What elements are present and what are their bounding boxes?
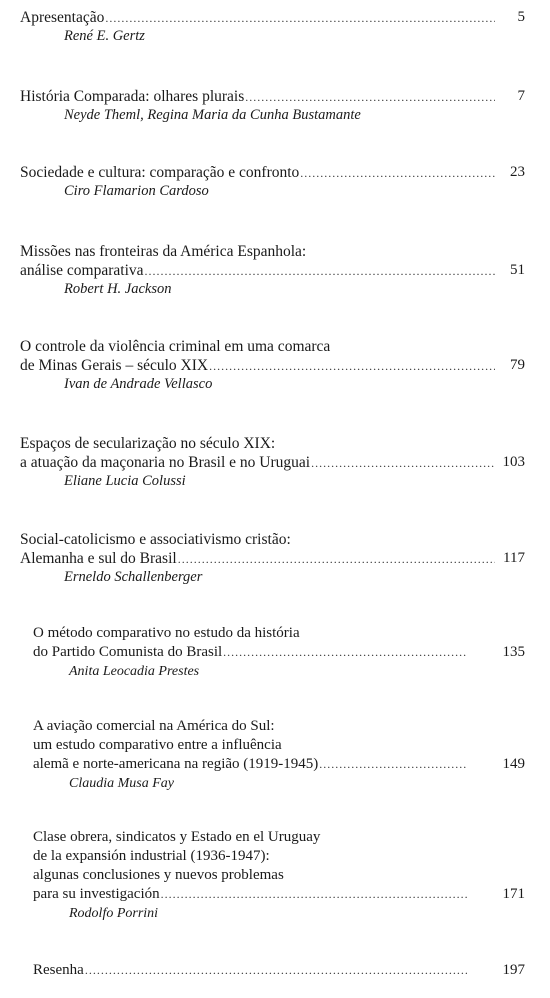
toc-title-line (20, 8, 525, 27)
toc-title: um estudo comparativo entre a influência (33, 737, 282, 753)
toc-title-line (20, 261, 525, 280)
toc-page-number: 171 (502, 886, 525, 902)
toc-author: Robert H. Jackson (64, 281, 172, 297)
toc-title-line (20, 87, 525, 106)
toc-page-number: 51 (510, 262, 525, 278)
toc-title: algunas conclusiones y nuevos problemas (33, 867, 284, 883)
toc-page-number: 79 (510, 357, 525, 373)
toc-author: Neyde Theml, Regina Maria da Cunha Bustamante (64, 107, 361, 123)
toc-entry-sociedade-cultura (20, 163, 525, 201)
toc-title-line (33, 961, 525, 980)
toc-entry-social-catolicismo (20, 530, 525, 587)
toc-title: de la expansión industrial (1936-1947): (33, 848, 270, 864)
toc-title: A aviação comercial na América do Sul: (33, 718, 275, 734)
toc-page-number: 103 (502, 454, 525, 470)
dot-leader (311, 454, 495, 473)
toc-entry-metodo-comparativo (33, 624, 525, 681)
toc-title-line (20, 337, 525, 356)
toc-title: alemã e norte-americana na região (1919-1945) (33, 756, 319, 772)
toc-title: análise comparativa (20, 262, 144, 279)
toc-title: Social-catolicismo e associativismo cristão: (20, 531, 291, 548)
toc-title-line (20, 434, 525, 453)
toc-title: do Partido Comunista do Brasil (33, 644, 223, 660)
toc-page-number: 117 (503, 550, 525, 566)
dot-leader (161, 885, 467, 904)
toc-author: Ciro Flamarion Cardoso (64, 183, 209, 199)
toc-title-line (33, 828, 525, 847)
toc-title-line (33, 755, 525, 774)
toc-title-line (33, 624, 525, 643)
toc-author: Ivan de Andrade Vellasco (64, 376, 213, 392)
toc-page-number: 135 (502, 644, 525, 660)
toc-entry-aviacao-comercial (33, 717, 525, 793)
toc-author: Anita Leocadia Prestes (69, 664, 200, 679)
dot-leader (245, 88, 495, 107)
toc-title-line (33, 736, 525, 755)
toc-title: Apresentação (20, 9, 105, 26)
toc-title-line (20, 549, 525, 568)
dot-leader (85, 961, 467, 980)
dot-leader (145, 262, 495, 281)
toc-title: Resenha (33, 962, 84, 978)
toc-title-line (20, 530, 525, 549)
toc-entry-espacos-secularizacao (20, 434, 525, 491)
toc-entry-controle-violencia (20, 337, 525, 394)
toc-page-number: 149 (502, 756, 525, 772)
toc-title-line (33, 643, 525, 662)
toc-page-number: 197 (502, 962, 525, 978)
toc-title-line (20, 242, 525, 261)
toc-title-line (20, 453, 525, 472)
toc-author: Rodolfo Porrini (69, 906, 159, 921)
toc-page-number: 5 (517, 9, 525, 25)
toc-title: História Comparada: olhares plurais (20, 88, 245, 105)
toc-entry-historia-comparada (20, 87, 525, 125)
toc-title: Clase obrera, sindicatos y Estado en el Uruguay (33, 829, 321, 845)
dot-leader (105, 9, 495, 28)
toc-entry-apresentacao (20, 8, 525, 46)
dot-leader (319, 755, 467, 774)
toc-page-number: 23 (510, 164, 525, 180)
toc-title: Sociedade e cultura: comparação e confronto (20, 164, 300, 181)
toc-title-line (33, 847, 525, 866)
toc-title: a atuação da maçonaria no Brasil e no Uruguai (20, 454, 311, 471)
dot-leader (178, 550, 495, 569)
toc-title: Espaços de secularização no século XIX: (20, 435, 276, 452)
toc-title-line (20, 356, 525, 375)
toc-author: Claudia Musa Fay (69, 776, 174, 791)
toc-title: Missões nas fronteiras da América Espanhola: (20, 243, 307, 260)
toc-author: René E. Gertz (64, 28, 145, 44)
toc-title: de Minas Gerais – século XIX (20, 357, 209, 374)
toc-page-number: 7 (517, 88, 525, 104)
toc-entry-missoes (20, 242, 525, 299)
toc-entry-clase-obrera (33, 828, 525, 923)
dot-leader (300, 164, 495, 183)
toc-title-line (33, 717, 525, 736)
toc-title-line (33, 866, 525, 885)
toc-title: O método comparativo no estudo da história (33, 625, 300, 641)
toc-entry-resenha (33, 961, 525, 980)
toc-title-line (20, 163, 525, 182)
toc-author: Erneldo Schallenberger (64, 569, 203, 585)
toc-title-line (33, 885, 525, 904)
toc-title: para su investigación (33, 886, 160, 902)
toc-title: O controle da violência criminal em uma comarca (20, 338, 331, 355)
toc-author: Eliane Lucia Colussi (64, 473, 186, 489)
toc-title: Alemanha e sul do Brasil (20, 550, 177, 567)
dot-leader (223, 643, 467, 662)
dot-leader (209, 357, 495, 376)
